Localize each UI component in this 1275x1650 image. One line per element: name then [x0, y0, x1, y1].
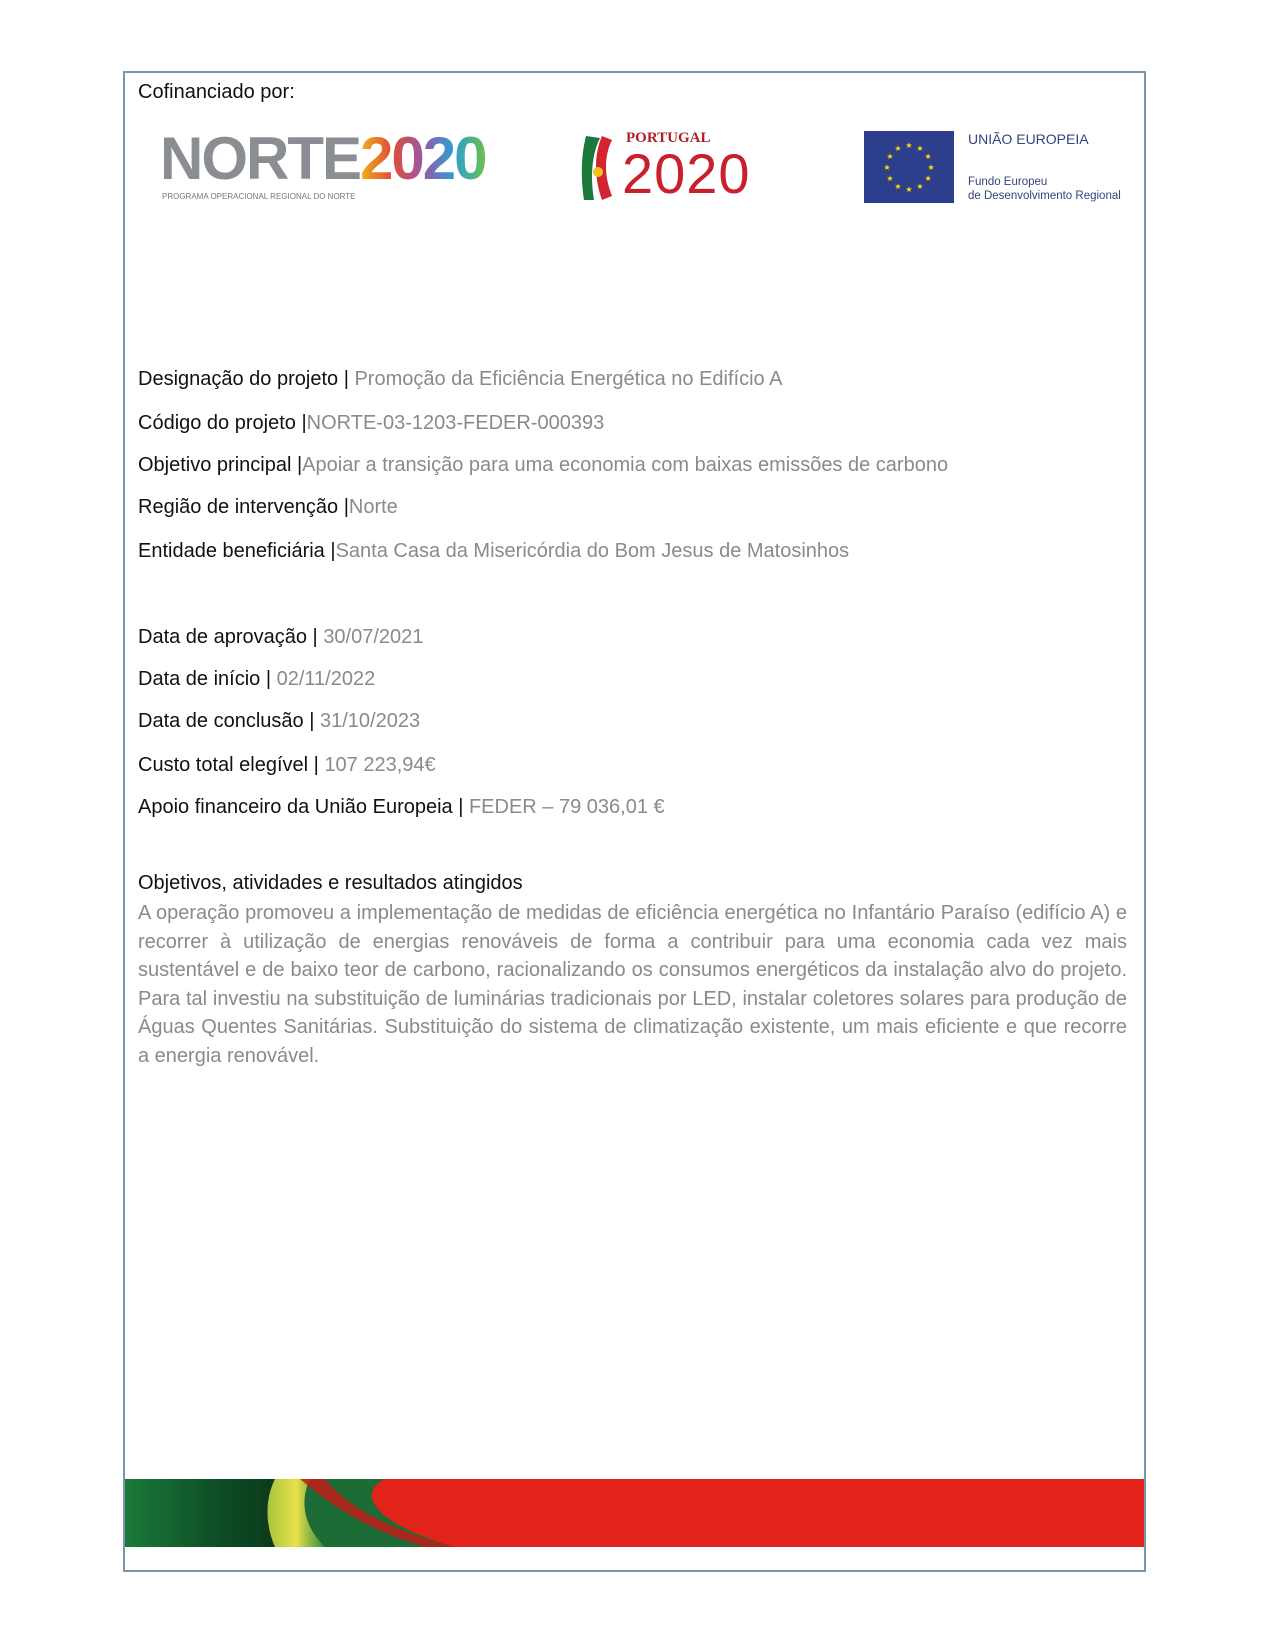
field-label: Região de intervenção | [138, 496, 349, 518]
portugal-small-text: PORTUGAL [626, 130, 711, 146]
eu-star-icon: ★ [924, 152, 932, 161]
field-value: 31/10/2023 [319, 710, 421, 732]
norte2020-wordmark [160, 125, 486, 192]
field-total-cost [138, 754, 436, 777]
eu-fund-text [968, 175, 1121, 203]
field-label: Data de aprovação | [138, 626, 324, 648]
field-value: Promoção da Eficiência Energética no Edifício A [354, 368, 783, 390]
field-value: 30/07/2021 [323, 626, 424, 648]
norte-word: NORTE [160, 125, 360, 192]
field-end-date [138, 710, 420, 733]
field-main-objective [138, 454, 948, 477]
field-label: Entidade beneficiária | [138, 540, 336, 562]
field-value: FEDER – 79 036,01 € [468, 796, 665, 818]
eu-star-icon: ★ [886, 174, 894, 183]
eu-star-icon: ★ [886, 152, 894, 161]
field-label: Data de início | [138, 668, 277, 690]
eu-logo [864, 129, 1124, 204]
footer-band [125, 1479, 1144, 1547]
eu-star-icon: ★ [905, 141, 913, 150]
field-label: Objetivo principal | [138, 454, 303, 476]
eu-fund-line2: de Desenvolvimento Regional [968, 190, 1121, 202]
eu-star-icon: ★ [916, 182, 924, 192]
field-value: NORTE-03-1203-FEDER-000393 [306, 412, 605, 434]
eu-star-icon: ★ [894, 182, 902, 192]
portugal2020-logo [578, 126, 778, 206]
field-project-code [138, 412, 604, 435]
eu-star-icon: ★ [924, 174, 932, 183]
field-label: Designação do projeto | [138, 368, 355, 390]
field-value: Apoiar a transição para uma economia com baixas emissões de carbono [302, 454, 949, 476]
field-designation [138, 368, 782, 391]
eu-star-icon: ★ [883, 163, 891, 172]
cofinanced-label: Cofinanciado por: [138, 81, 295, 103]
norte2020-logo [160, 125, 505, 204]
field-approval-date [138, 626, 423, 649]
norte2020-subtitle: PROGRAMA OPERACIONAL REGIONAL DO NORTE [162, 192, 356, 201]
field-label: Data de conclusão | [138, 710, 320, 732]
footer-band-graphic [125, 1479, 1144, 1547]
objectives-text: A operação promoveu a implementação de medidas de eficiência energética no Infantário Paraíso (edifício A) e recorrer à utilização de energias renováveis de forma a contribuir para uma economia cada vez mais sustentável e de baixo teor de carbono, racionalizando os consumos energéticos da instalação alvo do projeto. Para tal investiu na substituição de luminárias tradicionais por LED, instalar coletores solares para produção de Águas Quentes Sanitárias. Substituição do sistema de climatização existente, um mais eficiente e que recorre a energia renovável. [138, 902, 1127, 1067]
field-value: Santa Casa da Misericórdia do Bom Jesus de Matosinhos [335, 540, 850, 562]
norte-number: 2020 [360, 125, 486, 192]
field-value: Norte [348, 496, 398, 518]
field-label: Apoio financeiro da União Europeia | [138, 796, 469, 818]
eu-star-icon: ★ [916, 143, 924, 153]
field-value: 107 223,94€ [324, 754, 436, 776]
eu-fund-line1: Fundo Europeu [968, 176, 1048, 188]
eu-star-icon: ★ [927, 163, 935, 172]
field-label: Custo total elegível | [138, 754, 325, 776]
objectives-title: Objetivos, atividades e resultados atingidos [138, 872, 523, 894]
field-eu-support [138, 796, 665, 819]
field-start-date [138, 668, 375, 691]
document-frame [123, 71, 1146, 1572]
field-value: 02/11/2022 [276, 668, 376, 690]
field-beneficiary [138, 540, 849, 563]
eu-star-icon: ★ [894, 143, 902, 153]
eu-title: UNIÃO EUROPEIA [968, 131, 1089, 147]
portugal2020-mark-icon [578, 132, 622, 204]
portugal-2020-text: 2020 [622, 142, 751, 205]
eu-flag-icon [864, 131, 954, 203]
field-region [138, 496, 398, 519]
field-label: Código do projeto | [138, 412, 307, 434]
eu-star-icon: ★ [905, 185, 913, 194]
